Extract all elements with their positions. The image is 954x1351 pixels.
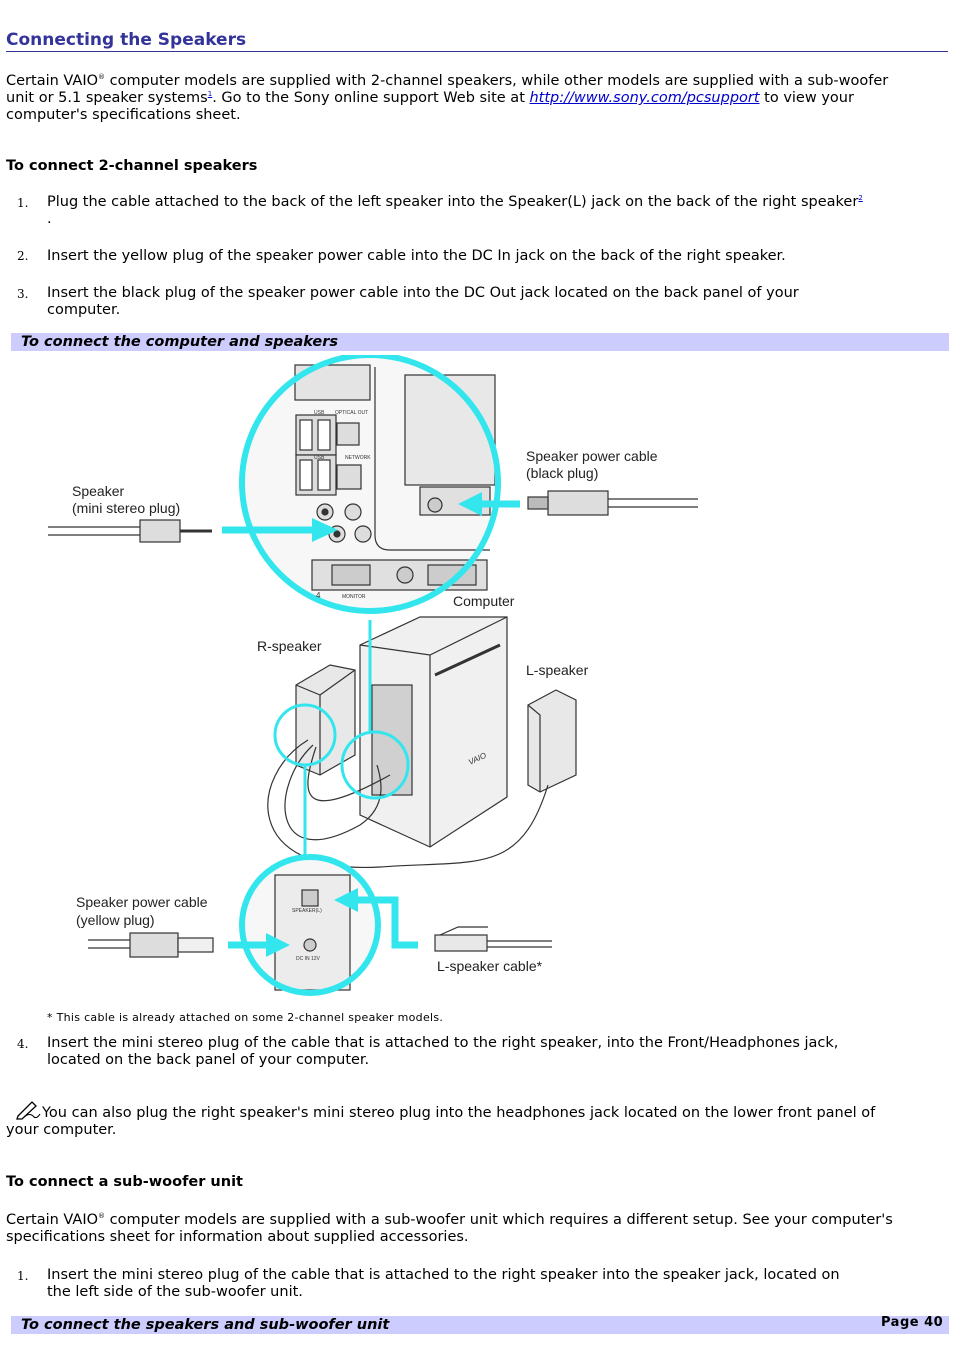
note-text: You can also plug the right speaker's mini stereo plug into the headphones jack located on the lower front panel of [42, 1105, 876, 1121]
intro-text: Certain VAIO [6, 1212, 99, 1228]
section-heading-sub-woofer: To connect a sub-woofer unit [6, 1174, 243, 1190]
note-paragraph [6, 1105, 946, 1139]
l-speaker-cable-plug [435, 927, 552, 951]
figure-caption: To connect the computer and speakers [21, 334, 339, 350]
intro-text: computer models are supplied with 2-channel speakers, while other models are supplied with a sub-woofer [105, 73, 889, 89]
step-2: Insert the yellow plug of the speaker power cable into the DC In jack on the back of the right speaker. [47, 248, 786, 264]
step-number: 2. [17, 249, 29, 263]
port-label: SPEAKER(L) [292, 908, 322, 914]
port-label: DC IN 12V [296, 956, 320, 962]
label-l-speaker: L-speaker [526, 662, 589, 678]
intro-text: to view your [759, 90, 854, 106]
sub-woofer-step-1 [47, 1267, 927, 1301]
label-computer: Computer [453, 593, 515, 609]
step-number: 1. [17, 196, 29, 210]
left-speaker [528, 690, 576, 792]
step-number: 4. [17, 1037, 29, 1051]
port-label: MONITOR [342, 594, 366, 600]
step-4 [47, 1035, 927, 1069]
page-title: Connecting the Speakers [6, 30, 948, 52]
figure-caption-band [11, 1316, 949, 1334]
label-power-black: (black plug) [526, 465, 599, 481]
port-label: USB [314, 455, 325, 461]
figure-footnote: * This cable is already attached on some 2-channel speaker models. [47, 1011, 444, 1024]
step-text: Insert the mini stereo plug of the cable that is attached to the right speaker, into the Front/Headphones jack, [47, 1035, 839, 1051]
label-l-speaker-cable: L-speaker cable* [437, 958, 543, 974]
label-speaker: (mini stereo plug) [72, 500, 181, 516]
figure-caption-band [11, 333, 949, 351]
port-label: 4 [316, 591, 321, 600]
step-text: . [47, 211, 52, 227]
speaker-connection-diagram [0, 355, 954, 1005]
label-r-speaker: R-speaker [257, 638, 322, 654]
section-heading-2-channel: To connect 2-channel speakers [6, 158, 258, 174]
step-number: 1. [17, 1269, 29, 1283]
support-link[interactable]: http://www.sony.com/pcsupport [529, 90, 760, 106]
label-power-yellow: Speaker power cable [76, 894, 208, 910]
black-power-plug [528, 491, 698, 515]
label-speaker: Speaker [72, 483, 125, 499]
label-power-yellow: (yellow plug) [76, 912, 155, 928]
note-text: your computer. [6, 1122, 117, 1138]
step-text: located on the back panel of your computer. [47, 1052, 370, 1068]
footnote-link-2[interactable]: 2 [858, 194, 863, 203]
footnote-link-1[interactable]: 1 [207, 90, 213, 99]
sub-woofer-intro [6, 1212, 946, 1246]
registered-mark: ® [98, 1212, 106, 1221]
intro-text: computer's specifications sheet. [6, 107, 241, 123]
label-power-black: Speaker power cable [526, 448, 658, 464]
intro-text: computer models are supplied with a sub-woofer unit which requires a different setup. See your computer's [105, 1212, 893, 1228]
step-number: 3. [17, 287, 29, 301]
page-number: Page 40 [881, 1315, 944, 1330]
step-text: Plug the cable attached to the back of the left speaker into the Speaker(L) jack on the back of the right speaker [47, 194, 859, 210]
registered-mark: ® [98, 73, 106, 82]
intro-text: specifications sheet for information about supplied accessories. [6, 1229, 469, 1245]
port-label: USB [314, 410, 325, 416]
step-text: Insert the mini stereo plug of the cable that is attached to the right speaker into the speaker jack, located on [47, 1267, 840, 1283]
intro-paragraph [6, 73, 946, 124]
vaio-logo: VAIO [467, 750, 488, 767]
intro-text: . Go to the Sony online support Web site at [212, 90, 530, 106]
intro-text: Certain VAIO [6, 73, 99, 89]
step-text: the left side of the sub-woofer unit. [47, 1284, 303, 1300]
figure-caption: To connect the speakers and sub-woofer unit [21, 1317, 390, 1333]
port-label: NETWORK [345, 455, 371, 461]
step-3 [47, 285, 927, 319]
step-1 [47, 194, 927, 228]
step-text: Insert the black plug of the speaker power cable into the DC Out jack located on the back panel of your [47, 285, 799, 301]
port-label: OPTICAL OUT [335, 410, 369, 416]
mini-stereo-plug [48, 520, 212, 542]
step-text: computer. [47, 302, 121, 318]
yellow-power-plug [88, 933, 213, 957]
computer-back-panel-callout [245, 358, 495, 608]
intro-text: unit or 5.1 speaker systems [6, 90, 208, 106]
